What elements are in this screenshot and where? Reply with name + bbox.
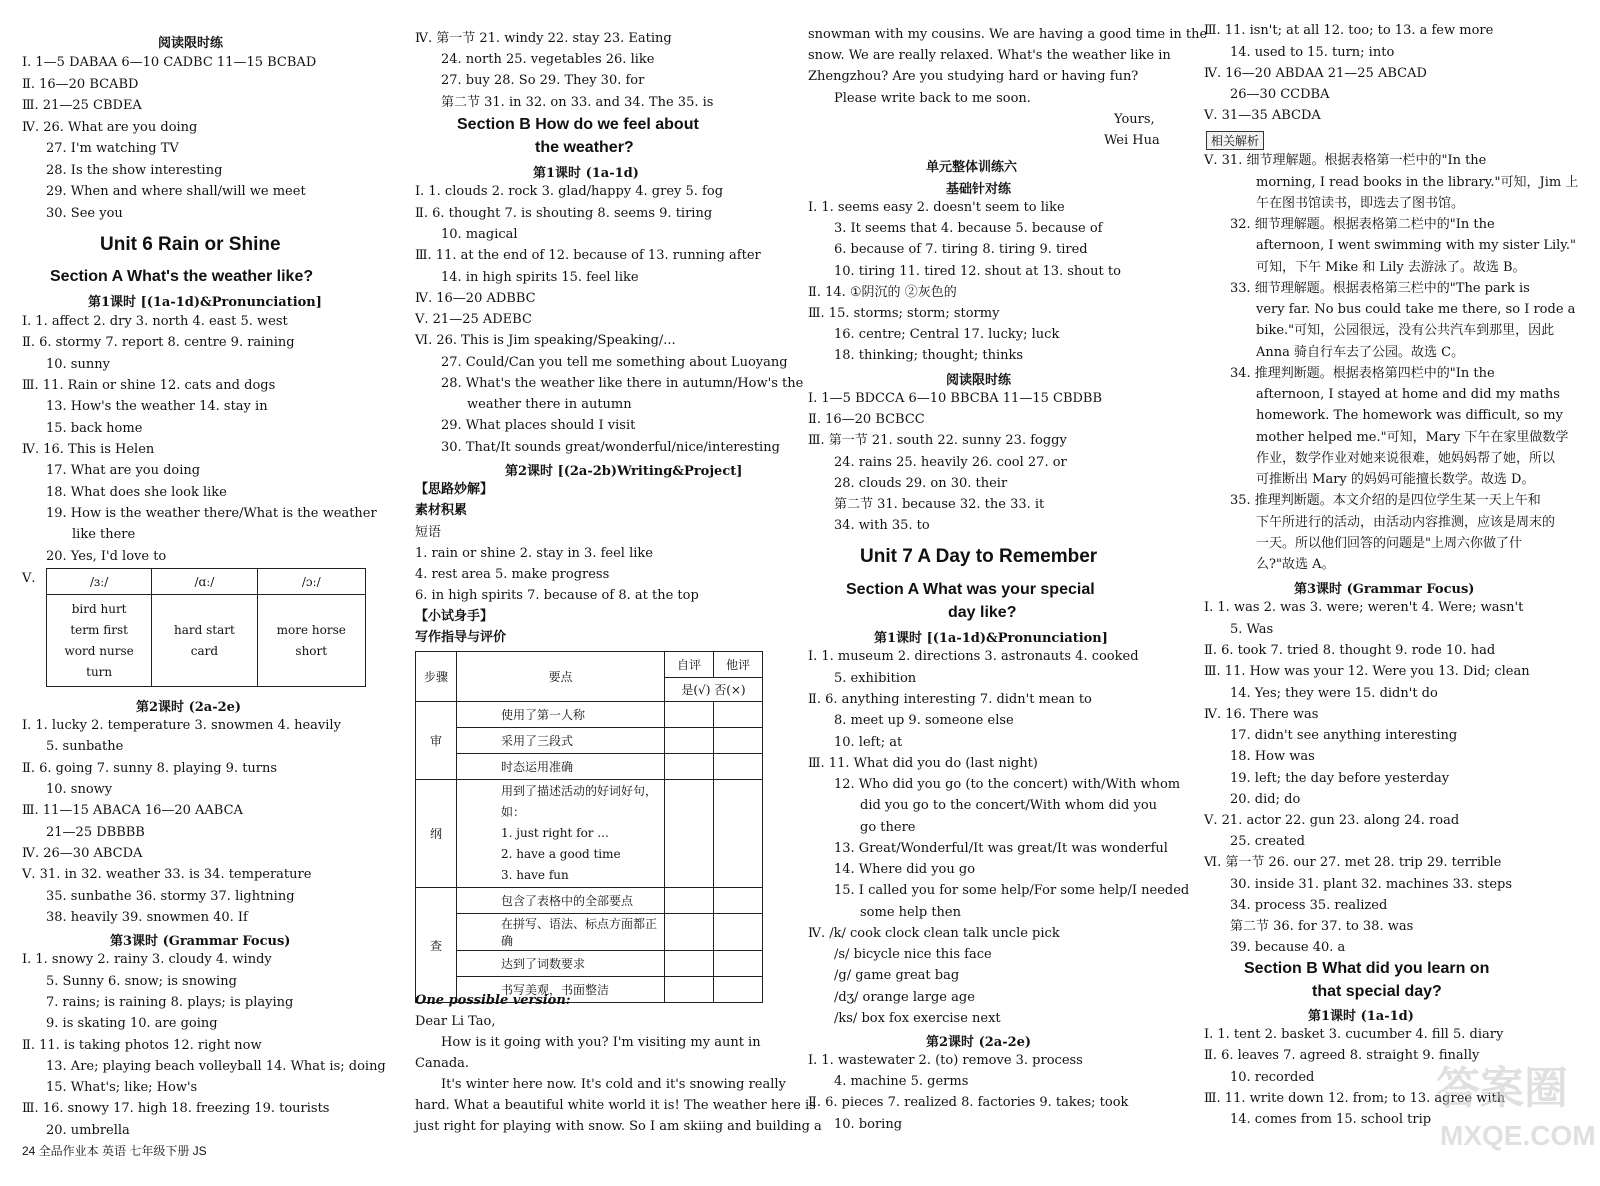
- analysis-line: 32. 细节理解题。根据表格第二栏中的"In the: [1230, 217, 1495, 232]
- answer-line: 16. centre; Central 17. lucky; luck: [834, 327, 1060, 342]
- answer-line: 38. heavily 39. snowmen 40. If: [46, 910, 248, 925]
- phrase-line: 1. rain or shine 2. stay in 3. feel like: [415, 546, 653, 561]
- answer-line: 20. umbrella: [46, 1123, 130, 1138]
- letter-line: hard. What a beautiful white world it is! The weather here is: [415, 1098, 816, 1113]
- check-cell[interactable]: [665, 951, 714, 977]
- answer-line: Ⅲ. 11. isn't; at all 12. too; to 13. a few more: [1204, 23, 1494, 38]
- check-cell[interactable]: [665, 914, 714, 951]
- answer-line: Ⅱ. 6. pieces 7. realized 8. factories 9. takes; took: [808, 1095, 1129, 1110]
- unit-title: Unit 7 A Day to Remember: [860, 546, 1098, 567]
- analysis-line: homework. The homework was difficult, so my: [1256, 408, 1563, 423]
- check-cell[interactable]: [665, 977, 714, 1003]
- answer-line: 10. left; at: [834, 735, 903, 750]
- analysis-tag: 相关解析: [1206, 131, 1264, 150]
- answer-line: 6. because of 7. tiring 8. tiring 9. tired: [834, 242, 1088, 257]
- answer-line: did you go to the concert/With whom did you: [860, 798, 1158, 813]
- material-heading: 素材积累: [415, 503, 468, 518]
- lesson-title: 第1课时 (1a-1d): [533, 166, 639, 181]
- answer-line: 14. used to 15. turn; into: [1230, 45, 1395, 60]
- analysis-line: mother helped me."可知，Mary 下午在家里做数学: [1256, 430, 1569, 445]
- answer-line: 第二节 31. in 32. on 33. and 34. The 35. is: [441, 95, 714, 110]
- answer-line: 13. Are; playing beach volleyball 14. What is; doing: [46, 1059, 386, 1074]
- analysis-line: morning, I read books in the library."可知，Jim 上: [1256, 175, 1579, 190]
- check-cell[interactable]: [714, 754, 763, 780]
- point-cell: 包含了表格中的全部要点: [457, 888, 665, 914]
- analysis-line: 35. 推理判断题。本文介绍的是四位学生某一天上午和: [1230, 493, 1541, 508]
- answer-line: Ⅳ. 26. What are you doing: [22, 120, 198, 135]
- answer-line: Ⅲ. 16. snowy 17. high 18. freezing 19. tourists: [22, 1101, 330, 1116]
- idea-heading: 【思路妙解】: [415, 482, 494, 497]
- answer-line: 10. snowy: [46, 782, 113, 797]
- answer-line: Ⅴ. 21. actor 22. gun 23. along 24. road: [1204, 813, 1460, 828]
- section-title: Section A What was your special: [846, 581, 1095, 598]
- answer-line: 7. rains; is raining 8. plays; is playing: [46, 995, 294, 1010]
- answer-line: 28. clouds 29. on 30. their: [834, 476, 1008, 491]
- answer-line: weather there in autumn: [467, 397, 632, 412]
- answer-line: 14. in high spirits 15. feel like: [441, 270, 639, 285]
- answer-line: 26—30 CCDBA: [1230, 87, 1330, 102]
- step-cell: 查: [416, 888, 457, 1003]
- answer-line: Ⅲ. 第一节 21. south 22. sunny 23. foggy: [808, 433, 1067, 448]
- check-cell[interactable]: [714, 914, 763, 951]
- answer-line: Ⅴ. 31—35 ABCDA: [1204, 108, 1321, 123]
- analysis-line: Anna 骑自行车去了公园。故选 C。: [1256, 345, 1465, 360]
- answer-line: 5. sunbathe: [46, 739, 124, 754]
- phrase-line: 4. rest area 5. make progress: [415, 567, 610, 582]
- phonetic-header: /ɑː/: [152, 569, 257, 595]
- section-title: the weather?: [535, 139, 634, 156]
- answer-line: Ⅱ. 6. going 7. sunny 8. playing 9. turns: [22, 761, 278, 776]
- point-cell: 采用了三段式: [457, 728, 665, 754]
- answer-line: Ⅱ. 16—20 BCBCC: [808, 412, 925, 427]
- column-1: [18, 0, 390, 1186]
- answer-line: Ⅲ. 21—25 CBDEA: [22, 98, 142, 113]
- phonetic-header: /ɔː/: [257, 569, 365, 595]
- version-heading: One possible version:: [415, 993, 571, 1008]
- answer-line: Ⅰ. 1. affect 2. dry 3. north 4. east 5. west: [22, 314, 288, 329]
- answer-line: Ⅱ. 6. anything interesting 7. didn't mean to: [808, 692, 1092, 707]
- phonetic-cell: more horse short: [257, 595, 365, 687]
- answer-line: 15. I called you for some help/For some help/I needed: [834, 883, 1190, 898]
- answer-line: 20. Yes, I'd love to: [46, 549, 167, 564]
- answer-line: 27. I'm watching TV: [46, 141, 179, 156]
- answer-line: 21—25 DBBBB: [46, 825, 145, 840]
- answer-line: Ⅵ. 26. This is Jim speaking/Speaking/...: [415, 333, 676, 348]
- lesson-title: 第1课时 [(1a-1d)&Pronunciation]: [874, 631, 1108, 646]
- letter-line: Dear Li Tao,: [415, 1014, 496, 1029]
- letter-line: just right for playing with snow. So I am skiing and building a: [415, 1119, 822, 1134]
- answer-line: Ⅲ. 15. storms; storm; stormy: [808, 306, 1000, 321]
- answer-line: Ⅴ. 21—25 ADEBC: [415, 312, 532, 327]
- check-cell[interactable]: [665, 754, 714, 780]
- answer-line: Ⅰ. 1. tent 2. basket 3. cucumber 4. fill 5. diary: [1204, 1027, 1504, 1042]
- lesson-title: 第2课时 (2a-2e): [926, 1035, 1032, 1050]
- analysis-line: 可推断出 Mary 的妈妈可能擅长数学。故选 D。: [1256, 472, 1535, 487]
- answer-line: Ⅲ. 11. write down 12. from; to 13. agree with: [1204, 1091, 1506, 1106]
- answer-line: Ⅲ. 11. How was your 12. Were you 13. Did; clean: [1204, 664, 1530, 679]
- answer-line: Ⅳ. 16. This is Helen: [22, 442, 155, 457]
- answer-line: Ⅲ. 11—15 ABACA 16—20 AABCA: [22, 803, 243, 818]
- answer-line: 5. Sunny 6. snow; is snowing: [46, 974, 237, 989]
- signature: Wei Hua: [1104, 133, 1160, 148]
- answer-line: /g/ game great bag: [834, 968, 960, 983]
- phonetic-cell: bird hurt term first word nurse turn: [47, 595, 152, 687]
- phonetic-header: /ɜː/: [47, 569, 152, 595]
- section-title: day like?: [948, 604, 1017, 621]
- answer-line: 17. didn't see anything interesting: [1230, 728, 1458, 743]
- analysis-line: bike."可知，公园很远，没有公共汽车到那里，因此: [1256, 323, 1555, 338]
- answer-line: 10. recorded: [1230, 1070, 1315, 1085]
- answer-line: 17. What are you doing: [46, 463, 201, 478]
- point-cell: 达到了词数要求: [457, 951, 665, 977]
- phonetic-table: [46, 568, 366, 687]
- answer-line: Ⅱ. 11. is taking photos 12. right now: [22, 1038, 262, 1053]
- header-points: 要点: [457, 652, 665, 702]
- point-cell: 书写美观，书面整洁: [457, 977, 665, 1003]
- check-cell[interactable]: [714, 702, 763, 728]
- answer-line: 27. buy 28. So 29. They 30. for: [441, 73, 645, 88]
- answer-line: 12. Who did you go (to the concert) with/With whom: [834, 777, 1181, 792]
- answer-line: 3. It seems that 4. because 5. because of: [834, 221, 1103, 236]
- answer-line: Ⅵ. 第一节 26. our 27. met 28. trip 29. terrible: [1204, 855, 1502, 870]
- answer-line: 20. did; do: [1230, 792, 1301, 807]
- check-cell[interactable]: [714, 977, 763, 1003]
- answer-line: Ⅳ. 第一节 21. windy 22. stay 23. Eating: [415, 31, 672, 46]
- answer-line: Ⅲ. 11. What did you do (last night): [808, 756, 1038, 771]
- answer-line: Ⅰ. 1. snowy 2. rainy 3. cloudy 4. windy: [22, 952, 272, 967]
- point-cell: 用到了描述活动的好词好句，如： 1. just right for ... 2. have a good time 3. have fun: [457, 780, 665, 888]
- answer-line: Ⅰ. 1—5 BDCCA 6—10 BBCBA 11—15 CBDBB: [808, 391, 1103, 406]
- answer-line: like there: [72, 527, 136, 542]
- check-cell[interactable]: [665, 702, 714, 728]
- step-cell: 审: [416, 702, 457, 780]
- answer-line: 28. Is the show interesting: [46, 163, 223, 178]
- answer-line: 14. Yes; they were 15. didn't do: [1230, 686, 1438, 701]
- reading-title: 阅读限时练: [946, 373, 1012, 388]
- answer-line: 29. When and where shall/will we meet: [46, 184, 306, 199]
- answer-line: /s/ bicycle nice this face: [834, 947, 992, 962]
- answer-line: 19. How is the weather there/What is the weather: [46, 506, 377, 521]
- phrase-heading: 短语: [415, 525, 442, 540]
- answer-line: Ⅰ. 1. lucky 2. temperature 3. snowmen 4. heavily: [22, 718, 341, 733]
- answer-line: 34. process 35. realized: [1230, 898, 1388, 913]
- analysis-line: 么?"故选 A。: [1256, 557, 1335, 572]
- unit-title: Unit 6 Rain or Shine: [100, 234, 281, 255]
- writing-guide-table: [415, 651, 763, 1003]
- check-cell[interactable]: [665, 888, 714, 914]
- letter-line: snow. We are really relaxed. What's the weather like in: [808, 48, 1171, 63]
- answer-line: 25. created: [1230, 834, 1305, 849]
- analysis-line: afternoon, I stayed at home and did my maths: [1256, 387, 1560, 402]
- answer-line: Ⅴ. 31. in 32. weather 33. is 34. temperature: [22, 867, 312, 882]
- answer-line: Ⅳ. 26—30 ABCDA: [22, 846, 143, 861]
- letter-line: Please write back to me soon.: [834, 91, 1031, 106]
- practice-heading: 【小试身手】: [415, 609, 494, 624]
- answer-line: /ks/ box fox exercise next: [834, 1011, 1001, 1026]
- analysis-line: 34. 推理判断题。根据表格第四栏中的"In the: [1230, 366, 1495, 381]
- header-self: 自评: [665, 652, 714, 678]
- watermark-url: MXQE.COM: [1440, 1120, 1596, 1151]
- answer-line: 5. Was: [1230, 622, 1274, 637]
- answer-line: 10. sunny: [46, 357, 110, 372]
- answer-line: 30. inside 31. plant 32. machines 33. steps: [1230, 877, 1513, 892]
- answer-line: 10. tiring 11. tired 12. shout at 13. shout to: [834, 264, 1121, 279]
- answer-line: 13. How's the weather 14. stay in: [46, 399, 268, 414]
- answer-line: 29. What places should I visit: [441, 418, 636, 433]
- answer-line: Ⅰ. 1. wastewater 2. (to) remove 3. process: [808, 1053, 1083, 1068]
- watermark-logo: 答案圈: [1436, 1064, 1568, 1113]
- page-footer: 24 全品作业本 英语 七年级下册 JS: [22, 1144, 207, 1158]
- lesson-title: 第2课时 [(2a-2b)Writing&Project]: [505, 464, 743, 479]
- analysis-line: 可知，下午 Mike 和 Lily 去游泳了。故选 B。: [1256, 260, 1526, 275]
- answer-line: 第二节 36. for 37. to 38. was: [1230, 919, 1414, 934]
- section-title: Section B How do we feel about: [457, 116, 699, 133]
- answer-line: 35. sunbathe 36. stormy 37. lightning: [46, 889, 295, 904]
- answer-line: 4. machine 5. germs: [834, 1074, 969, 1089]
- guide-heading: 写作指导与评价: [415, 630, 507, 645]
- phonetic-label: Ⅴ.: [22, 571, 36, 586]
- answer-line: 8. meet up 9. someone else: [834, 713, 1014, 728]
- analysis-line: 一天。所以他们回答的问题是"上周六你做了什: [1256, 536, 1522, 551]
- letter-line: Zhengzhou? Are you studying hard or having fun?: [808, 69, 1139, 84]
- analysis-line: 33. 细节理解题。根据表格第三栏中的"The park is: [1230, 281, 1530, 296]
- answer-line: 15. back home: [46, 421, 143, 436]
- answer-line: 18. thinking; thought; thinks: [834, 348, 1024, 363]
- section-title: Section B What did you learn on: [1244, 960, 1490, 977]
- answer-line: Ⅱ. 6. stormy 7. report 8. centre 9. raining: [22, 335, 295, 350]
- lesson-title: 第3课时 (Grammar Focus): [1294, 582, 1475, 597]
- check-cell[interactable]: [665, 728, 714, 754]
- check-cell[interactable]: [665, 780, 714, 888]
- section-title: Section A What's the weather like?: [50, 268, 314, 285]
- answer-line: 39. because 40. a: [1230, 940, 1346, 955]
- answer-line: 10. boring: [834, 1117, 903, 1132]
- analysis-line: 午在图书馆读书，即选去了图书馆。: [1256, 196, 1465, 211]
- answer-line: 14. Where did you go: [834, 862, 976, 877]
- answer-line: Ⅳ. 16. There was: [1204, 707, 1319, 722]
- answer-line: Ⅱ. 14. ①阴沉的 ②灰色的: [808, 285, 957, 300]
- answer-line: 5. exhibition: [834, 671, 917, 686]
- answer-line: Ⅱ. 6. leaves 7. agreed 8. straight 9. finally: [1204, 1048, 1480, 1063]
- analysis-line: 下午所进行的活动，由活动内容推测，应该是周末的: [1256, 515, 1556, 530]
- answer-line: Ⅲ. 11. Rain or shine 12. cats and dogs: [22, 378, 276, 393]
- answer-line: 30. See you: [46, 206, 123, 221]
- check-cell[interactable]: [714, 888, 763, 914]
- answer-line: Ⅰ. 1. seems easy 2. doesn't seem to like: [808, 200, 1065, 215]
- answer-line: Ⅰ. 1. museum 2. directions 3. astronauts 4. cooked: [808, 649, 1139, 664]
- lesson-title: 第1课时 (1a-1d): [1308, 1009, 1414, 1024]
- unit-review-title: 单元整体训练六: [926, 160, 1018, 175]
- answer-line: 28. What's the weather like there in autumn/How's the: [441, 376, 804, 391]
- header-yes-no: 是(√) 否(×): [665, 678, 763, 702]
- phrase-line: 6. in high spirits 7. because of 8. at the top: [415, 588, 699, 603]
- section-title: that special day?: [1312, 983, 1442, 1000]
- check-cell[interactable]: [714, 728, 763, 754]
- answer-line: 13. Great/Wonderful/It was great/It was wonderful: [834, 841, 1168, 856]
- analysis-line: afternoon, I went swimming with my sister Lily.": [1256, 238, 1577, 253]
- analysis-line: 作业，数学作业对她来说很难，她妈妈帮了她，所以: [1256, 451, 1556, 466]
- answer-line: Ⅱ. 6. took 7. tried 8. thought 9. rode 10. had: [1204, 643, 1496, 658]
- answer-line: Ⅲ. 11. at the end of 12. because of 13. running after: [415, 248, 761, 263]
- answer-line: go there: [860, 820, 916, 835]
- lesson-title: 第1课时 [(1a-1d)&Pronunciation]: [88, 295, 322, 310]
- header-other: 他评: [714, 652, 763, 678]
- answer-line: 34. with 35. to: [834, 518, 930, 533]
- answer-line: 9. is skating 10. are going: [46, 1016, 218, 1031]
- column-3: [808, 0, 1208, 1186]
- answer-line: 30. That/It sounds great/wonderful/nice/interesting: [441, 440, 780, 455]
- letter-line: snowman with my cousins. We are having a good time in the: [808, 27, 1208, 42]
- answer-line: 27. Could/Can you tell me something about Luoyang: [441, 355, 788, 370]
- answer-line: 19. left; the day before yesterday: [1230, 771, 1450, 786]
- phonetic-cell: hard start card: [152, 595, 257, 687]
- lesson-title: 第2课时 (2a-2e): [136, 700, 242, 715]
- answer-line: Ⅰ. 1—5 DABAA 6—10 CADBC 11—15 BCBAD: [22, 55, 317, 70]
- answer-line: 24. north 25. vegetables 26. like: [441, 52, 655, 67]
- point-cell: 在拼写、语法、标点方面都正确: [457, 914, 665, 951]
- header-step: 步骤: [416, 652, 457, 702]
- sign-off: Yours,: [1114, 112, 1155, 127]
- lesson-title: 第3课时 (Grammar Focus): [110, 934, 291, 949]
- letter-line: How is it going with you? I'm visiting my aunt in: [441, 1035, 761, 1050]
- answer-line: Ⅱ. 16—20 BCABD: [22, 77, 139, 92]
- reading-title: 阅读限时练: [158, 36, 224, 51]
- answer-line: 15. What's; like; How's: [46, 1080, 198, 1095]
- answer-line: 24. rains 25. heavily 26. cool 27. or: [834, 455, 1067, 470]
- answer-line: 18. How was: [1230, 749, 1315, 764]
- check-cell[interactable]: [714, 780, 763, 888]
- basic-practice-title: 基础针对练: [946, 182, 1012, 197]
- answer-line: Ⅳ. 16—20 ADBBC: [415, 291, 536, 306]
- check-cell[interactable]: [714, 951, 763, 977]
- letter-line: Canada.: [415, 1056, 470, 1071]
- answer-line: 第二节 31. because 32. the 33. it: [834, 497, 1045, 512]
- point-cell: 时态运用准确: [457, 754, 665, 780]
- step-cell: 纲: [416, 780, 457, 888]
- answer-line: 14. comes from 15. school trip: [1230, 1112, 1432, 1127]
- analysis-line: very far. No bus could take me there, so I rode a: [1256, 302, 1576, 317]
- answer-line: Ⅰ. 1. clouds 2. rock 3. glad/happy 4. grey 5. fog: [415, 184, 724, 199]
- answer-line: 18. What does she look like: [46, 485, 227, 500]
- column-2: [415, 0, 822, 1186]
- answer-line: some help then: [860, 905, 961, 920]
- analysis-line: Ⅴ. 31. 细节理解题。根据表格第一栏中的"In the: [1204, 153, 1487, 168]
- answer-line: Ⅳ. 16—20 ABDAA 21—25 ABCAD: [1204, 66, 1427, 81]
- point-cell: 使用了第一人称: [457, 702, 665, 728]
- letter-line: It's winter here now. It's cold and it's snowing really: [441, 1077, 786, 1092]
- answer-line: Ⅱ. 6. thought 7. is shouting 8. seems 9. tiring: [415, 206, 713, 221]
- answer-line: Ⅰ. 1. was 2. was 3. were; weren't 4. Were; wasn't: [1204, 600, 1524, 615]
- answer-line: 10. magical: [441, 227, 518, 242]
- answer-line: /dʒ/ orange large age: [834, 990, 975, 1005]
- answer-line: Ⅳ. /k/ cook clock clean talk uncle pick: [808, 926, 1060, 941]
- column-4: [1204, 0, 1596, 1186]
